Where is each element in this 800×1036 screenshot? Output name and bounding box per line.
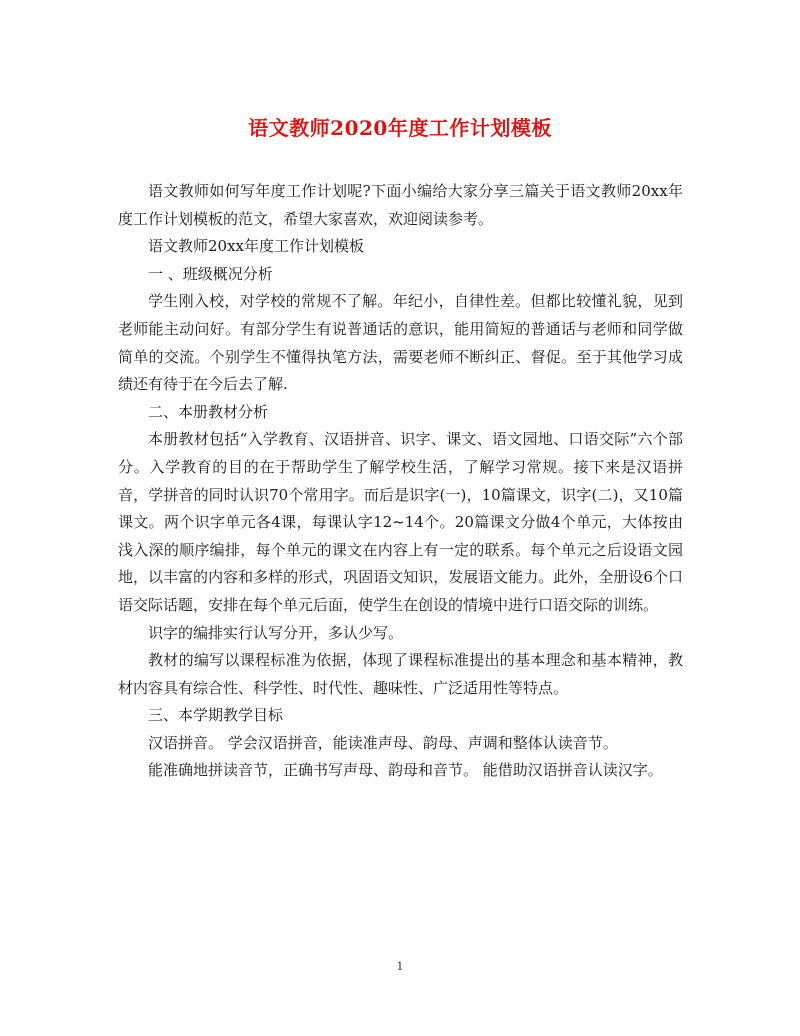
section-heading-2: 二、本册教材分析 <box>148 402 269 421</box>
document-body <box>118 178 683 785</box>
document-title: 语文教师2020年度工作计划模板 <box>248 116 552 140</box>
page-number: 1 <box>396 960 404 973</box>
section-heading-1: 一 、班级概况分析 <box>148 264 273 283</box>
textbook-analysis-paragraph: 本册教材包括“入学教育、汉语拼音、识字、课文、语文园地、口语交际”六个部分。入学教育的目的在于帮助学生了解学校生活，了解学习常规。接下来是汉语拼音，学拼音的同时认识70个常用字。而后是识字(一)，10篇课文，识字(二)，又10篇课文。两个识字单元各4课，每课认字12~14个。20篇课文分做4个单元，大体按由浅入深的顺序编排，每个单元的课文在内容上有一定的联系。每个单元之后设语文园地，以丰富的内容和多样的形式，巩固语文知识，发展语文能力。此外，全册设6个口语交际话题，安排在每个单元后面，使学生在创设的情境中进行口语交际的训练。 <box>118 430 683 614</box>
section-heading-3: 三、本学期教学目标 <box>148 706 284 725</box>
literacy-arrangement-paragraph: 识字的编排实行认写分开，多认少写。 <box>148 623 404 642</box>
intro-paragraph: 语文教师如何写年度工作计划呢?下面小编给大家分享三篇关于语文教师20xx年度工作计划模板的范文，希望大家喜欢，欢迎阅读参考。 <box>118 182 683 228</box>
class-overview-paragraph: 学生刚入校，对学校的常规不了解。年纪小，自律性差。但都比较懂礼貌，见到老师能主动问好。有部分学生有说普通话的意识，能用简短的普通话与老师和同学做简单的交流。个别学生不懂得执笔方法，需要老师不断纠正、督促。至于其他学习成绩还有待于在今后去了解. <box>118 292 683 394</box>
textbook-compilation-paragraph: 教材的编写以课程标准为依据，体现了课程标准提出的基本理念和基本精神，教材内容具有综合性、科学性、时代性、趣味性、广泛适用性等特点。 <box>118 651 683 697</box>
spelling-goal-paragraph: 能准确地拼读音节，正确书写声母、韵母和音节。 能借助汉语拼音认读汉字。 <box>148 761 663 780</box>
subtitle-paragraph: 语文教师20xx年度工作计划模板 <box>148 237 365 256</box>
pinyin-goal-paragraph: 汉语拼音。 学会汉语拼音，能读准声母、韵母、声调和整体认读音节。 <box>148 733 618 752</box>
